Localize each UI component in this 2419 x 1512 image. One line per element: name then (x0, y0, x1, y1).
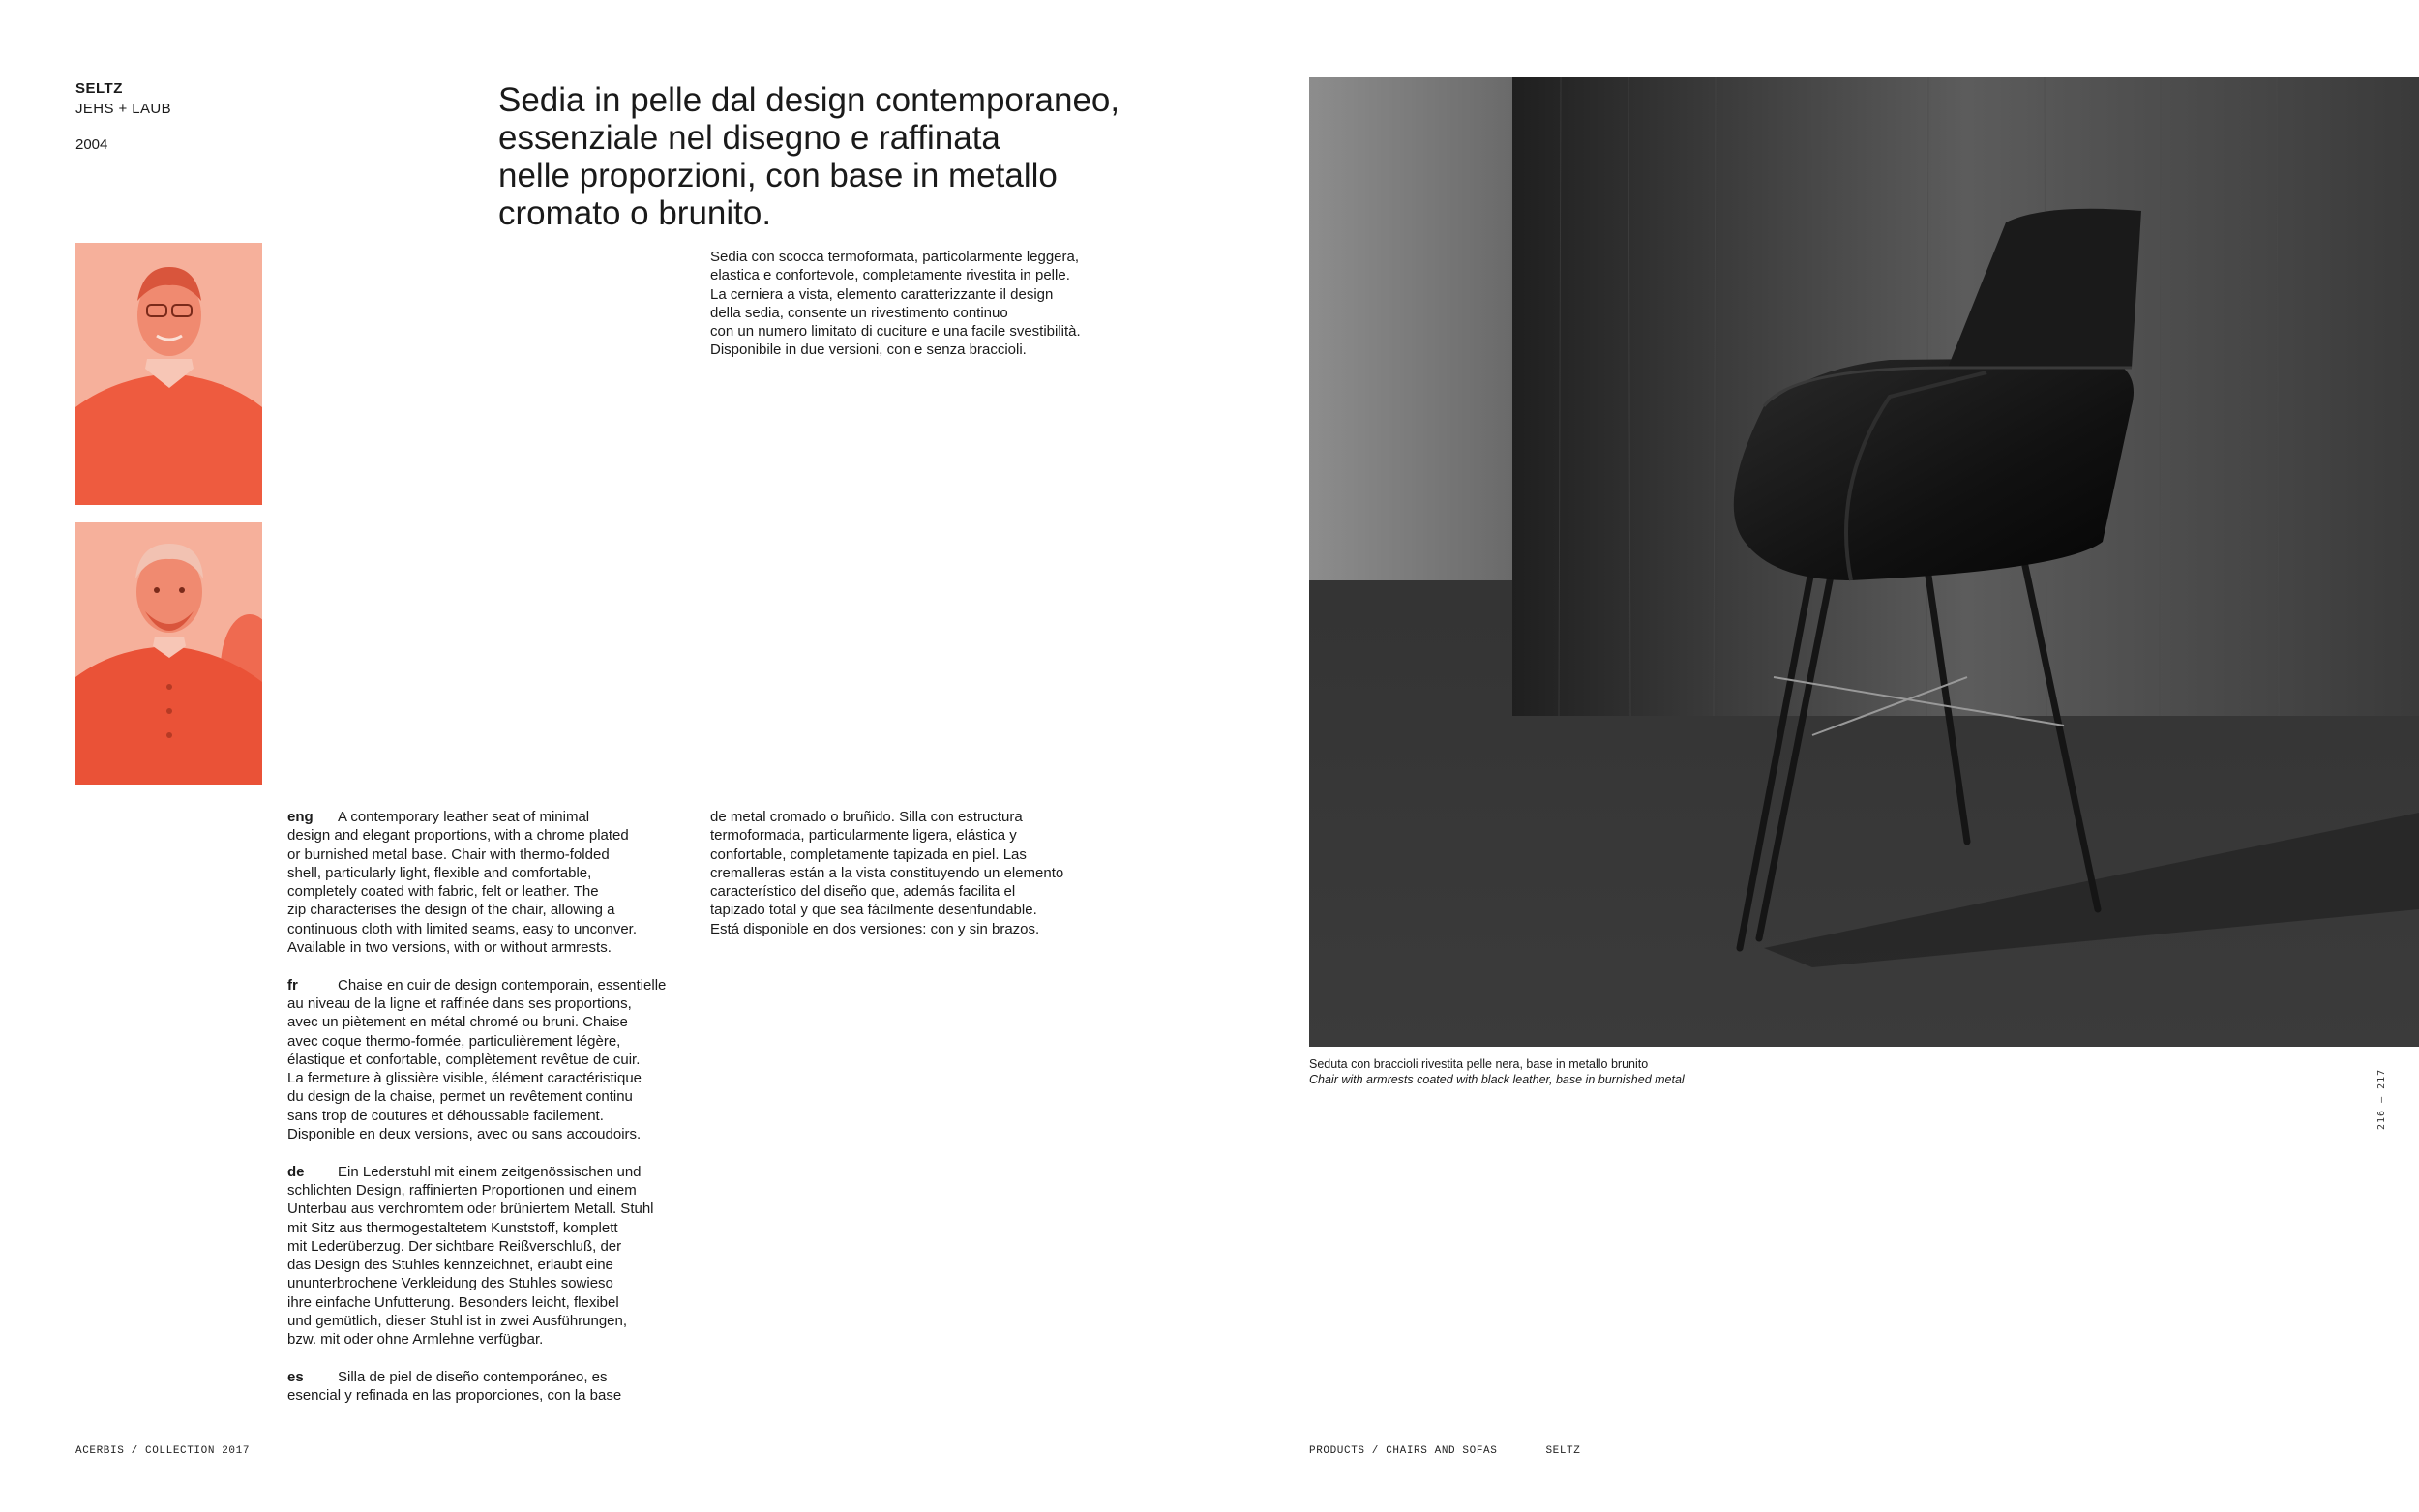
caption-italian: Seduta con braccioli rivestita pelle nera, base in metallo brunito (1309, 1057, 1649, 1071)
lang-code-fr: fr (287, 976, 298, 993)
product-photo (1309, 77, 2419, 1047)
translation-de: de Ein Lederstuhl mit einem zeitgenössischen und schlichten Design, raffinierten Proportionen und einem Unterbau aus verchromtem oder brüniertem Metall. Stuhl mit Sitz aus thermogestaltetem Kunststoff, komplett mit Lederüberzug. Der sichtbare Reißverschluß, der das Design des Stuhles kennzeichnet, erlaubt eine ununterbrochene Verkleidung des Stuhles sowieso ihre einfache Unfutterung. Besonders leicht, flexibel und gemütlich, dieser Stuhl ist in zwei Ausführungen, bzw. mit oder ohne Armlehne verfügbar. (287, 1163, 654, 1349)
designer-portrait-1 (75, 243, 262, 505)
product-name: SELTZ (75, 80, 123, 97)
footer-section: PRODUCTS / CHAIRS AND SOFAS (1309, 1445, 1498, 1457)
translations-column-right: de metal cromado o bruñido. Silla con estructura termoformada, particularmente ligera, elástica y confortable, completamente tapizada en piel. Las cremalleras están a la vista constituyendo un elemento característico del diseño que, además facilita el tapizado total y que sea fácilmente desenfundable. Está disponible en dos versiones: con y sin brazos. (710, 809, 1064, 937)
translation-fr: fr Chaise en cuir de design contemporain, essentielle au niveau de la ligne et raffinée dans ses proportions, avec un piètement en métal chromé ou bruni. Chaise avec coque thermo-formée, particulièrement légère, élastique et confortable, complètement revêtue de cuir. La fermeture à glissière visible, élément caractéristique du design de la chaise, permet un revêtement continu sans trop de coutures et déhoussable facilement. Disponible en deux versions, avec ou sans accoudoirs. (287, 976, 667, 1143)
lang-code-es: es (287, 1368, 304, 1385)
footer-product: SELTZ (1545, 1445, 1581, 1457)
photo-caption (1309, 1056, 1685, 1087)
product-year: 2004 (75, 136, 108, 153)
description-italian: Sedia con scocca termoformata, particolarmente leggera, elastica e confortevole, completamente rivestita in pelle. La cerniera a vista, elemento caratterizzante il design della sedia, consente un rivestimento continuo con un numero limitato di cuciture e una facile svestibilità. Disponibile in due versioni, con e senza braccioli. (710, 249, 1081, 359)
translation-es: es Silla de piel de diseño contemporáneo, es esencial y refinada en las proporciones, con la base (287, 1368, 622, 1405)
designer-portrait-2 (75, 522, 262, 785)
translation-eng: eng A contemporary leather seat of minimal design and elegant proportions, with a chrome plated or burnished metal base. Chair with thermo-folded shell, particularly light, flexible and comfortable, completely coated with fabric, felt or leather. The zip characterises the design of the chair, allowing a continuous cloth with limited seams, easy to unconver. Available in two versions, with or without armrests. (287, 809, 638, 957)
designer-name: JEHS + LAUB (75, 101, 172, 117)
footer-right (1309, 1445, 1580, 1457)
page-numbers: 216 — 217 (2376, 1068, 2387, 1130)
lang-code-eng: eng (287, 809, 314, 825)
caption-english: Chair with armrests coated with black leather, base in burnished metal (1309, 1073, 1685, 1086)
lang-code-de: de (287, 1163, 305, 1180)
headline: Sedia in pelle dal design contemporaneo, essenziale nel disegno e raffinata nelle proporzioni, con base in metallo cromato o brunito. (498, 81, 1120, 232)
footer-left: ACERBIS / COLLECTION 2017 (75, 1445, 251, 1457)
translations-column-left (287, 808, 713, 1406)
